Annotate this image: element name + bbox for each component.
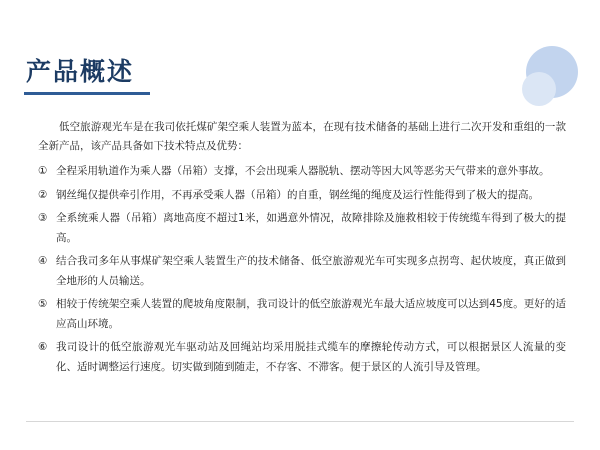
list-item-marker: ⑤ [38,298,48,310]
list-item-text: 相较于传统架空乘人装置的爬坡角度限制，我司设计的低空旅游观光车最大适应坡度可以达到45度。更好的适应高山环境。 [56,298,566,330]
advantages-list [38,162,566,377]
list-item [38,209,566,248]
list-item-marker: ② [38,188,48,201]
intro-paragraph: 低空旅游观光车是在我司依托煤矿架空乘人装置为蓝本，在现有技术储备的基础上进行二次开发和重组的一款全新产品，该产品具备如下技术特点及优势： [38,121,566,152]
footer-divider [26,421,574,422]
list-item [38,295,566,334]
list-item-marker: ⑥ [38,341,48,353]
list-item-text: 结合我司多年从事煤矿架空乘人装置生产的技术储备、低空旅游观光车可实现多点拐弯、起伏坡度，真正做到全地形的人员输送。 [56,255,566,287]
decorative-circle-small-icon [522,72,556,106]
list-item [38,252,566,291]
list-item-marker: ④ [38,255,48,267]
page-title: 产品概述 [26,57,135,86]
title-underline [24,92,150,95]
content-body [38,118,566,381]
list-item-text: 钢丝绳仅提供牵引作用，不再承受乘人器（吊箱）的自重，钢丝绳的绳度及运行性能得到了极大的提高。 [56,188,539,201]
list-item-text: 全程采用轨道作为乘人器（吊箱）支撑，不会出现乘人器脱轨、摆动等因大风等恶劣天气带来的意外事故。 [56,165,550,177]
list-item [38,338,566,377]
list-item-text: 我司设计的低空旅游观光车驱动站及回绳站均采用脱挂式缆车的摩擦轮传动方式，可以根据景区人流量的变化、适时调整运行速度。切实做到随到随走，不存客、不滞客。便于景区的人流引导及管理。 [56,341,566,373]
list-item [38,186,566,206]
list-item-text: 全系统乘人器（吊箱）离地高度不超过1米，如遇意外情况，故障排除及施救相较于传统缆车得到了极大的提高。 [56,212,566,244]
list-item-marker: ③ [38,212,48,224]
list-item [38,162,566,182]
list-item-marker: ① [38,165,48,177]
